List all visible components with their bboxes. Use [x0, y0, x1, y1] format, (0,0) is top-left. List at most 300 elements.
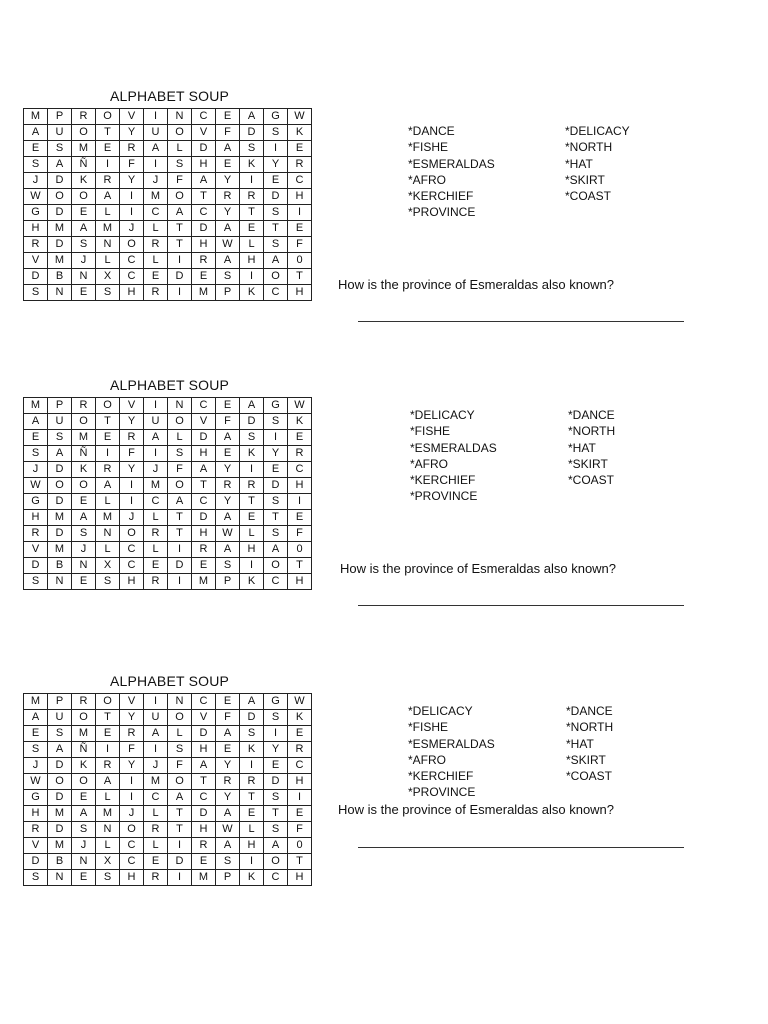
grid-cell: G: [24, 790, 48, 806]
grid-cell: T: [192, 774, 216, 790]
grid-row: [24, 758, 312, 774]
grid-cell: M: [48, 838, 72, 854]
grid-cell: Y: [216, 790, 240, 806]
grid-cell: E: [240, 806, 264, 822]
grid-cell: J: [144, 173, 168, 189]
grid-cell: A: [24, 125, 48, 141]
grid-cell: M: [144, 478, 168, 494]
grid-cell: E: [72, 494, 96, 510]
grid-cell: R: [144, 285, 168, 301]
grid-cell: U: [48, 125, 72, 141]
grid-row: [24, 806, 312, 822]
grid-cell: J: [144, 758, 168, 774]
grid-cell: R: [144, 822, 168, 838]
grid-row: [24, 173, 312, 189]
grid-cell: Y: [120, 173, 144, 189]
grid-cell: E: [240, 221, 264, 237]
grid-row: [24, 398, 312, 414]
grid-row: [24, 478, 312, 494]
grid-row: [24, 446, 312, 462]
grid-cell: Y: [120, 758, 144, 774]
grid-cell: M: [48, 542, 72, 558]
grid-cell: I: [120, 790, 144, 806]
grid-cell: D: [48, 173, 72, 189]
grid-cell: T: [192, 478, 216, 494]
grid-cell: S: [24, 742, 48, 758]
grid-cell: E: [144, 854, 168, 870]
word-item: *SKIRT: [568, 456, 608, 471]
grid-cell: H: [192, 742, 216, 758]
grid-cell: H: [192, 822, 216, 838]
grid-cell: E: [192, 854, 216, 870]
grid-cell: U: [144, 125, 168, 141]
worksheet-3: [0, 673, 768, 963]
word-list-right: [566, 703, 613, 784]
grid-cell: I: [96, 742, 120, 758]
word-item: *KERCHIEF: [408, 769, 474, 784]
grid-cell: R: [120, 726, 144, 742]
grid-cell: W: [216, 822, 240, 838]
grid-cell: I: [168, 838, 192, 854]
grid-cell: I: [96, 446, 120, 462]
word-item: *DANCE: [408, 124, 455, 138]
grid-cell: O: [48, 189, 72, 205]
grid-cell: A: [264, 542, 288, 558]
grid-cell: H: [288, 574, 312, 590]
grid-cell: C: [192, 205, 216, 221]
grid-cell: A: [216, 430, 240, 446]
grid-cell: I: [264, 430, 288, 446]
grid-cell: I: [288, 494, 312, 510]
grid-cell: X: [96, 558, 120, 574]
grid-row: [24, 558, 312, 574]
grid-cell: S: [216, 558, 240, 574]
grid-cell: C: [192, 109, 216, 125]
grid-cell: E: [264, 462, 288, 478]
grid-cell: D: [192, 430, 216, 446]
question-text: How is the province of Esmeraldas also known?: [338, 277, 615, 292]
grid-cell: D: [264, 189, 288, 205]
grid-cell: N: [168, 694, 192, 710]
grid-cell: R: [216, 478, 240, 494]
grid-cell: S: [264, 526, 288, 542]
grid-cell: T: [240, 494, 264, 510]
grid-cell: M: [96, 221, 120, 237]
grid-cell: E: [216, 446, 240, 462]
grid-cell: R: [240, 774, 264, 790]
word-item: *DELICACY: [565, 124, 630, 138]
letter-grid: [23, 693, 312, 886]
grid-row: [24, 526, 312, 542]
word-item: *KERCHIEF: [408, 189, 474, 204]
grid-cell: M: [144, 189, 168, 205]
grid-cell: Y: [120, 462, 144, 478]
grid-cell: I: [240, 269, 264, 285]
grid-cell: R: [216, 774, 240, 790]
answer-line[interactable]: [358, 847, 684, 848]
grid-cell: L: [144, 221, 168, 237]
grid-row: [24, 221, 312, 237]
grid-cell: I: [288, 205, 312, 221]
grid-cell: K: [72, 462, 96, 478]
grid-cell: C: [288, 173, 312, 189]
question-text: How is the province of Esmeraldas also known?: [338, 802, 615, 817]
word-item: *SKIRT: [566, 752, 606, 767]
grid-cell: J: [72, 542, 96, 558]
grid-cell: M: [192, 870, 216, 886]
grid-cell: E: [192, 269, 216, 285]
grid-cell: I: [120, 774, 144, 790]
grid-cell: H: [120, 870, 144, 886]
grid-cell: L: [240, 237, 264, 253]
grid-cell: M: [24, 109, 48, 125]
grid-cell: A: [216, 141, 240, 157]
grid-cell: O: [168, 478, 192, 494]
grid-cell: D: [48, 462, 72, 478]
grid-cell: F: [288, 822, 312, 838]
grid-cell: E: [288, 806, 312, 822]
grid-cell: O: [72, 774, 96, 790]
grid-cell: B: [48, 854, 72, 870]
worksheet-2: [0, 377, 768, 667]
grid-cell: J: [120, 510, 144, 526]
grid-cell: S: [24, 574, 48, 590]
grid-cell: O: [72, 189, 96, 205]
grid-cell: V: [24, 253, 48, 269]
grid-cell: E: [216, 694, 240, 710]
grid-cell: I: [288, 790, 312, 806]
grid-cell: H: [24, 221, 48, 237]
grid-cell: I: [120, 478, 144, 494]
grid-cell: D: [240, 125, 264, 141]
grid-cell: A: [264, 253, 288, 269]
word-item: *SKIRT: [565, 172, 605, 187]
grid-cell: C: [120, 854, 144, 870]
grid-cell: D: [168, 558, 192, 574]
grid-cell: E: [144, 558, 168, 574]
grid-cell: R: [192, 838, 216, 854]
grid-cell: I: [168, 285, 192, 301]
question-text: How is the province of Esmeraldas also known?: [340, 561, 617, 576]
grid-cell: I: [240, 558, 264, 574]
answer-line[interactable]: [358, 605, 684, 606]
grid-cell: S: [96, 870, 120, 886]
grid-cell: L: [96, 542, 120, 558]
word-item: *FISHE: [408, 720, 449, 735]
grid-cell: 0: [288, 838, 312, 854]
grid-cell: H: [240, 838, 264, 854]
grid-cell: R: [144, 574, 168, 590]
grid-cell: R: [240, 478, 264, 494]
grid-cell: F: [168, 462, 192, 478]
grid-cell: Y: [216, 205, 240, 221]
grid-cell: N: [96, 237, 120, 253]
grid-row: [24, 430, 312, 446]
grid-cell: K: [240, 574, 264, 590]
grid-cell: M: [144, 774, 168, 790]
grid-cell: N: [96, 526, 120, 542]
grid-cell: C: [264, 870, 288, 886]
grid-row: [24, 189, 312, 205]
grid-cell: S: [96, 285, 120, 301]
grid-cell: C: [120, 558, 144, 574]
answer-line[interactable]: [358, 321, 684, 322]
grid-cell: F: [168, 173, 192, 189]
grid-row: [24, 157, 312, 173]
grid-row: [24, 141, 312, 157]
grid-cell: L: [144, 806, 168, 822]
grid-cell: H: [192, 237, 216, 253]
word-item: *DANCE: [566, 704, 613, 718]
grid-cell: N: [48, 285, 72, 301]
grid-cell: A: [216, 806, 240, 822]
grid-cell: O: [72, 710, 96, 726]
grid-cell: O: [48, 478, 72, 494]
grid-cell: L: [168, 430, 192, 446]
grid-cell: E: [72, 790, 96, 806]
grid-cell: D: [168, 854, 192, 870]
grid-cell: N: [72, 558, 96, 574]
grid-cell: T: [168, 806, 192, 822]
grid-cell: O: [120, 237, 144, 253]
grid-cell: S: [264, 414, 288, 430]
grid-cell: I: [144, 109, 168, 125]
grid-cell: V: [120, 109, 144, 125]
grid-cell: L: [240, 526, 264, 542]
grid-cell: E: [72, 870, 96, 886]
grid-cell: S: [264, 822, 288, 838]
grid-cell: R: [96, 173, 120, 189]
grid-cell: X: [96, 269, 120, 285]
grid-cell: X: [96, 854, 120, 870]
grid-cell: I: [144, 742, 168, 758]
grid-cell: A: [72, 510, 96, 526]
grid-cell: P: [216, 574, 240, 590]
grid-cell: E: [216, 398, 240, 414]
grid-cell: O: [168, 125, 192, 141]
grid-cell: S: [48, 726, 72, 742]
grid-cell: M: [48, 253, 72, 269]
grid-cell: V: [192, 710, 216, 726]
word-item: *AFRO: [410, 456, 449, 471]
grid-cell: E: [288, 510, 312, 526]
grid-cell: L: [96, 838, 120, 854]
grid-cell: E: [24, 141, 48, 157]
worksheet-title: ALPHABET SOUP: [110, 88, 230, 104]
grid-cell: E: [216, 157, 240, 173]
grid-cell: E: [240, 510, 264, 526]
grid-cell: C: [192, 494, 216, 510]
grid-row: [24, 109, 312, 125]
grid-cell: E: [96, 141, 120, 157]
grid-cell: L: [96, 790, 120, 806]
grid-cell: W: [24, 774, 48, 790]
grid-cell: D: [192, 806, 216, 822]
grid-cell: F: [120, 742, 144, 758]
grid-cell: Y: [216, 494, 240, 510]
grid-cell: T: [96, 414, 120, 430]
grid-cell: F: [120, 446, 144, 462]
worksheet-1: [0, 88, 768, 378]
grid-cell: J: [24, 758, 48, 774]
grid-cell: D: [240, 414, 264, 430]
grid-row: [24, 838, 312, 854]
grid-cell: O: [96, 398, 120, 414]
grid-row: [24, 694, 312, 710]
grid-cell: R: [144, 870, 168, 886]
grid-cell: A: [240, 398, 264, 414]
word-item: *PROVINCE: [408, 785, 476, 800]
grid-cell: L: [144, 838, 168, 854]
grid-cell: S: [216, 269, 240, 285]
grid-cell: O: [120, 526, 144, 542]
grid-cell: K: [288, 125, 312, 141]
grid-cell: D: [48, 526, 72, 542]
grid-cell: R: [96, 758, 120, 774]
grid-cell: C: [264, 574, 288, 590]
grid-cell: E: [288, 221, 312, 237]
grid-cell: R: [96, 462, 120, 478]
grid-cell: E: [264, 173, 288, 189]
grid-cell: J: [144, 462, 168, 478]
grid-cell: D: [192, 510, 216, 526]
grid-row: [24, 574, 312, 590]
grid-cell: W: [24, 189, 48, 205]
grid-cell: R: [192, 542, 216, 558]
grid-cell: E: [216, 109, 240, 125]
grid-cell: S: [24, 446, 48, 462]
grid-row: [24, 870, 312, 886]
grid-cell: P: [48, 398, 72, 414]
letter-grid: [23, 108, 312, 301]
grid-cell: V: [192, 125, 216, 141]
grid-cell: I: [168, 870, 192, 886]
grid-cell: B: [48, 558, 72, 574]
grid-cell: G: [24, 205, 48, 221]
word-list-left: [410, 407, 497, 505]
grid-cell: O: [48, 774, 72, 790]
grid-cell: D: [48, 205, 72, 221]
grid-cell: W: [288, 398, 312, 414]
grid-cell: A: [24, 414, 48, 430]
letter-grid: [23, 397, 312, 590]
grid-cell: E: [96, 430, 120, 446]
grid-cell: T: [264, 806, 288, 822]
grid-cell: A: [96, 478, 120, 494]
grid-cell: S: [264, 237, 288, 253]
grid-cell: D: [48, 790, 72, 806]
grid-cell: S: [72, 526, 96, 542]
grid-cell: T: [288, 269, 312, 285]
grid-cell: L: [168, 726, 192, 742]
grid-cell: O: [264, 558, 288, 574]
grid-cell: G: [264, 398, 288, 414]
grid-cell: A: [144, 141, 168, 157]
grid-row: [24, 774, 312, 790]
grid-cell: U: [144, 414, 168, 430]
grid-cell: N: [72, 269, 96, 285]
grid-row: [24, 726, 312, 742]
grid-cell: T: [96, 125, 120, 141]
grid-cell: N: [48, 574, 72, 590]
grid-row: [24, 125, 312, 141]
grid-cell: A: [216, 726, 240, 742]
grid-cell: K: [240, 446, 264, 462]
grid-cell: T: [240, 205, 264, 221]
grid-cell: K: [240, 157, 264, 173]
grid-cell: H: [240, 542, 264, 558]
word-item: *KERCHIEF: [410, 473, 476, 488]
grid-cell: T: [168, 526, 192, 542]
grid-cell: O: [96, 109, 120, 125]
grid-cell: D: [192, 221, 216, 237]
grid-cell: O: [72, 478, 96, 494]
grid-cell: J: [120, 221, 144, 237]
word-item: *AFRO: [408, 172, 447, 187]
grid-cell: C: [144, 790, 168, 806]
grid-row: [24, 253, 312, 269]
grid-cell: S: [216, 854, 240, 870]
grid-cell: A: [168, 205, 192, 221]
grid-cell: S: [48, 141, 72, 157]
grid-cell: J: [120, 806, 144, 822]
grid-cell: S: [264, 710, 288, 726]
grid-cell: O: [168, 710, 192, 726]
word-item: *HAT: [566, 736, 594, 751]
grid-cell: D: [24, 854, 48, 870]
grid-cell: D: [48, 237, 72, 253]
grid-cell: E: [264, 758, 288, 774]
grid-cell: U: [48, 414, 72, 430]
grid-cell: A: [72, 221, 96, 237]
grid-cell: A: [264, 838, 288, 854]
grid-cell: E: [288, 430, 312, 446]
word-list-left: [408, 703, 495, 801]
grid-cell: A: [216, 221, 240, 237]
grid-cell: I: [240, 758, 264, 774]
grid-cell: W: [216, 237, 240, 253]
grid-cell: O: [168, 189, 192, 205]
grid-cell: T: [264, 221, 288, 237]
grid-cell: F: [168, 758, 192, 774]
grid-cell: 0: [288, 253, 312, 269]
grid-cell: E: [192, 558, 216, 574]
grid-cell: R: [144, 526, 168, 542]
grid-cell: J: [72, 838, 96, 854]
grid-cell: F: [288, 237, 312, 253]
grid-cell: I: [120, 205, 144, 221]
word-item: *PROVINCE: [410, 489, 478, 504]
grid-cell: S: [168, 157, 192, 173]
grid-cell: L: [144, 510, 168, 526]
grid-row: [24, 710, 312, 726]
grid-cell: R: [72, 398, 96, 414]
word-item: *NORTH: [566, 720, 614, 735]
grid-cell: K: [240, 870, 264, 886]
grid-cell: L: [168, 141, 192, 157]
grid-row: [24, 462, 312, 478]
grid-cell: T: [168, 237, 192, 253]
grid-cell: A: [168, 790, 192, 806]
grid-cell: P: [216, 870, 240, 886]
grid-cell: T: [264, 510, 288, 526]
grid-cell: M: [72, 141, 96, 157]
grid-cell: M: [24, 694, 48, 710]
grid-cell: E: [72, 574, 96, 590]
grid-cell: A: [48, 742, 72, 758]
grid-cell: E: [24, 430, 48, 446]
grid-cell: D: [168, 269, 192, 285]
